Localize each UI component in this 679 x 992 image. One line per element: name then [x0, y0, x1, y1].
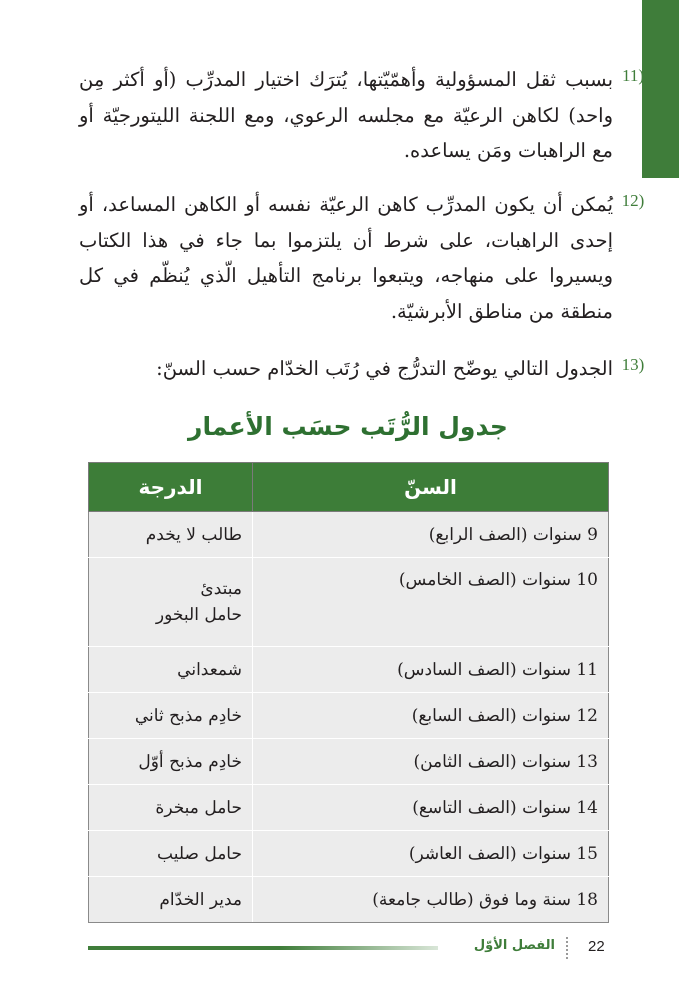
- table-title: جدول الرُّتَب حسَب الأعمار: [188, 412, 508, 441]
- rank-cell: [89, 693, 253, 739]
- age-cell: 13 سنوات (الصف الثامن): [253, 739, 609, 785]
- footer-rule: [88, 946, 438, 950]
- age-cell: 15 سنوات (الصف العاشر): [253, 831, 609, 877]
- table-row: [89, 647, 609, 693]
- paragraph-number-13: 13): [621, 355, 645, 374]
- paragraph-13: الجدول التالي يوضّح التدرُّج في رُتَب الخدّام حسب السنّ:: [156, 357, 613, 380]
- header-rank: الدرجة: [89, 463, 253, 512]
- rank-text: حامل مبخرة: [155, 797, 242, 818]
- rank-cell: [89, 647, 253, 693]
- rank-text: مدير الخدّام: [159, 889, 242, 910]
- age-cell: 9 سنوات (الصف الرابع): [253, 512, 609, 558]
- page-number: 22: [588, 938, 605, 955]
- rank-text: شمعداني: [177, 659, 242, 680]
- table-row: [89, 785, 609, 831]
- rank-text: حامل صليب: [157, 843, 242, 864]
- table-row: [89, 877, 609, 923]
- age-cell: 10 سنوات (الصف الخامس): [253, 558, 609, 647]
- chapter-side-tab: [642, 0, 679, 178]
- rank-text: خادِم مذبح أوّل: [138, 751, 242, 772]
- paragraph-11: بسبب ثقل المسؤولية وأهمّيّتها، يُترَك اختيار المدرِّب (أو أكثر مِن واحد) لكاهن الرعيّة مع مجلسه الرعوي، ومع اللجنة الليتورجيّة أو مع الراهبات ومَن يساعده.: [79, 68, 613, 162]
- table-row: [89, 558, 609, 647]
- rank-cell: [89, 739, 253, 785]
- table-row: [89, 512, 609, 558]
- table-row: [89, 693, 609, 739]
- table-row: [89, 831, 609, 877]
- paragraph-number-12: 12): [621, 191, 645, 210]
- age-cell: 14 سنوات (الصف التاسع): [253, 785, 609, 831]
- table-row: [89, 739, 609, 785]
- age-cell: 12 سنوات (الصف السابع): [253, 693, 609, 739]
- rank-cell: [89, 877, 253, 923]
- table-header-row: [89, 463, 609, 512]
- rank-text: مبتدئ: [200, 579, 242, 599]
- rank-text: خادِم مذبح ثاني: [134, 705, 242, 726]
- age-cell: 11 سنوات (الصف السادس): [253, 647, 609, 693]
- rank-cell: [89, 558, 253, 647]
- header-age: السنّ: [253, 463, 609, 512]
- paragraph-12: يُمكن أن يكون المدرِّب كاهن الرعيّة نفسه أو الكاهن المساعد، أو إحدى الراهبات، على شرط أن يلتزموا بما جاء في هذا الكتاب ويسيروا على منهاجه، ويتبعوا برنامج التأهيل الّذي يُنظّم في كل منطقة من مناطق الأبرشيّة.: [79, 193, 613, 323]
- rank-text: حامل البخور: [155, 605, 242, 625]
- rank-cell: [89, 512, 253, 558]
- footer-chapter-title: الفصل الأوّل: [473, 938, 555, 953]
- footer-separator: [566, 937, 568, 959]
- rank-cell: [89, 785, 253, 831]
- paragraph-number-11: 11): [621, 66, 645, 85]
- ranks-by-age-table: [88, 462, 609, 923]
- rank-text: طالب لا يخدم: [145, 524, 242, 545]
- age-cell: 18 سنة وما فوق (طالب جامعة): [253, 877, 609, 923]
- rank-cell: [89, 831, 253, 877]
